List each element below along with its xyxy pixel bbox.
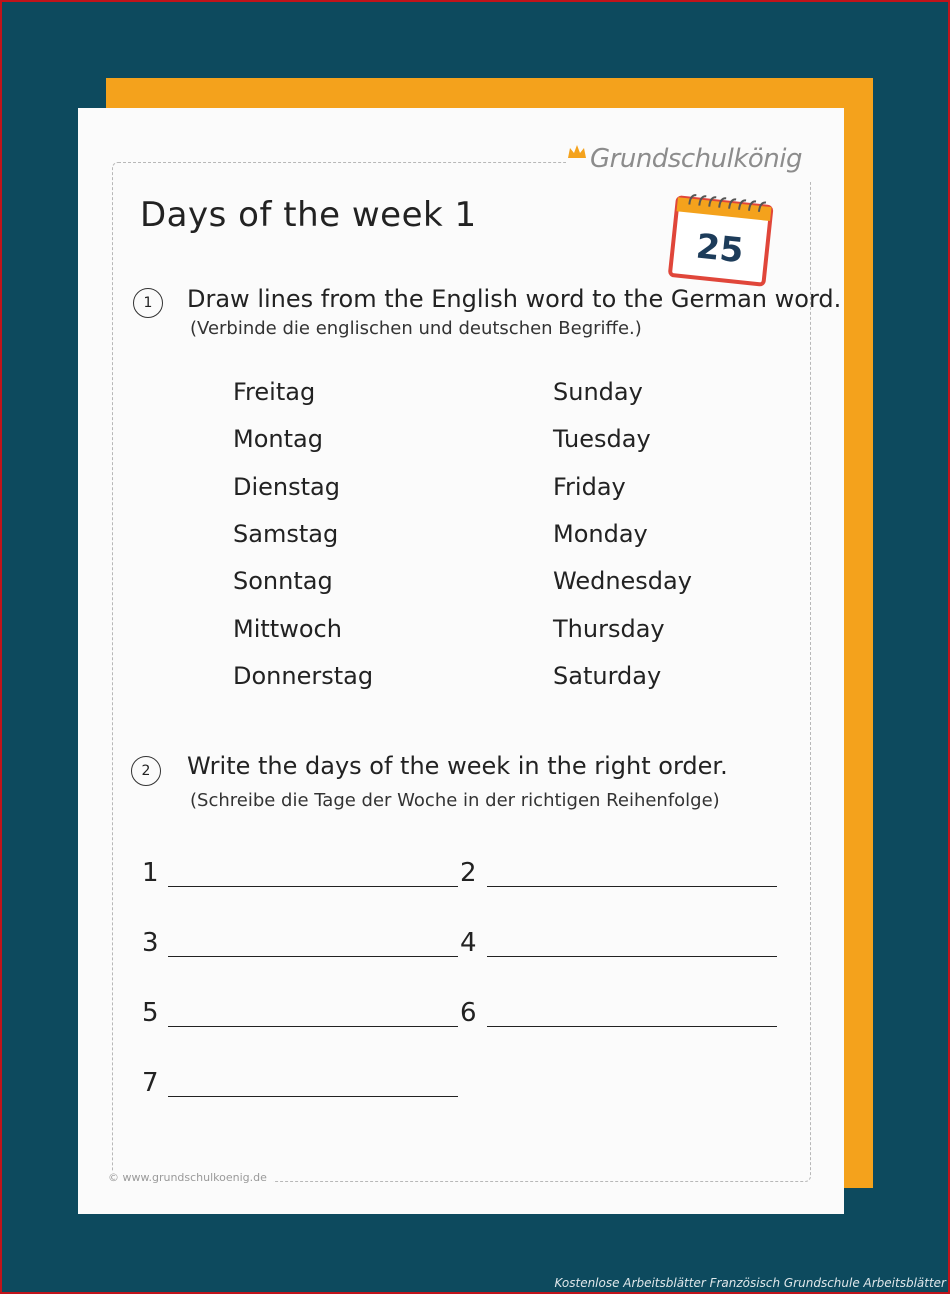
german-word: Sonntag [233,567,333,596]
order-slot-number: 3 [142,928,159,958]
order-slot-number: 5 [142,998,159,1028]
order-slot-write-line[interactable] [168,1026,458,1027]
dashed-border [112,162,811,1182]
order-slot-number: 6 [460,998,477,1028]
page-title: Days of the week 1 [140,195,477,235]
english-word: Saturday [553,661,662,690]
english-word: Friday [553,472,626,501]
image-caption: Kostenlose Arbeitsblätter Französisch Grundschule Arbeitsblätter [554,1276,946,1290]
order-slot-write-line[interactable] [487,886,777,887]
calendar-number: 25 [694,226,746,272]
task-2-instruction-german: (Schreibe die Tage der Woche in der richtigen Reihenfolge) [190,790,720,811]
crown-icon [566,142,588,162]
task-2-number: 2 [131,756,161,786]
english-word: Wednesday [553,567,692,596]
german-word: Dienstag [233,472,340,501]
german-word: Samstag [233,519,339,548]
order-slot-number: 7 [142,1068,159,1098]
task-1-number: 1 [133,288,163,318]
english-word: Thursday [553,614,665,643]
german-word: Montag [233,425,323,454]
order-slot-number: 2 [460,858,477,888]
order-slot-write-line[interactable] [168,956,458,957]
calendar-icon [664,186,778,290]
order-slot-write-line[interactable] [168,1096,458,1097]
task-1-instruction-german: (Verbinde die englischen und deutschen Begriffe.) [190,318,642,339]
english-word: Tuesday [553,425,651,454]
german-word: Mittwoch [233,614,342,643]
german-word: Freitag [233,378,316,406]
brand-logo [566,136,818,182]
logo-text: Grundschulkönig [590,144,802,174]
english-word: Monday [553,519,648,548]
footer-copyright: © www.grundschulkoenig.de [108,1171,273,1184]
order-slot-write-line[interactable] [487,956,777,957]
german-word: Donnerstag [233,661,374,690]
order-slot-write-line[interactable] [168,886,458,887]
order-slot-number: 1 [142,858,159,888]
order-slot-write-line[interactable] [487,1026,777,1027]
order-slot-number: 4 [460,928,477,958]
english-word: Sunday [553,378,643,406]
task-1-instruction: Draw lines from the English word to the German word. [187,285,842,313]
task-2-instruction: Write the days of the week in the right order. [187,752,728,780]
